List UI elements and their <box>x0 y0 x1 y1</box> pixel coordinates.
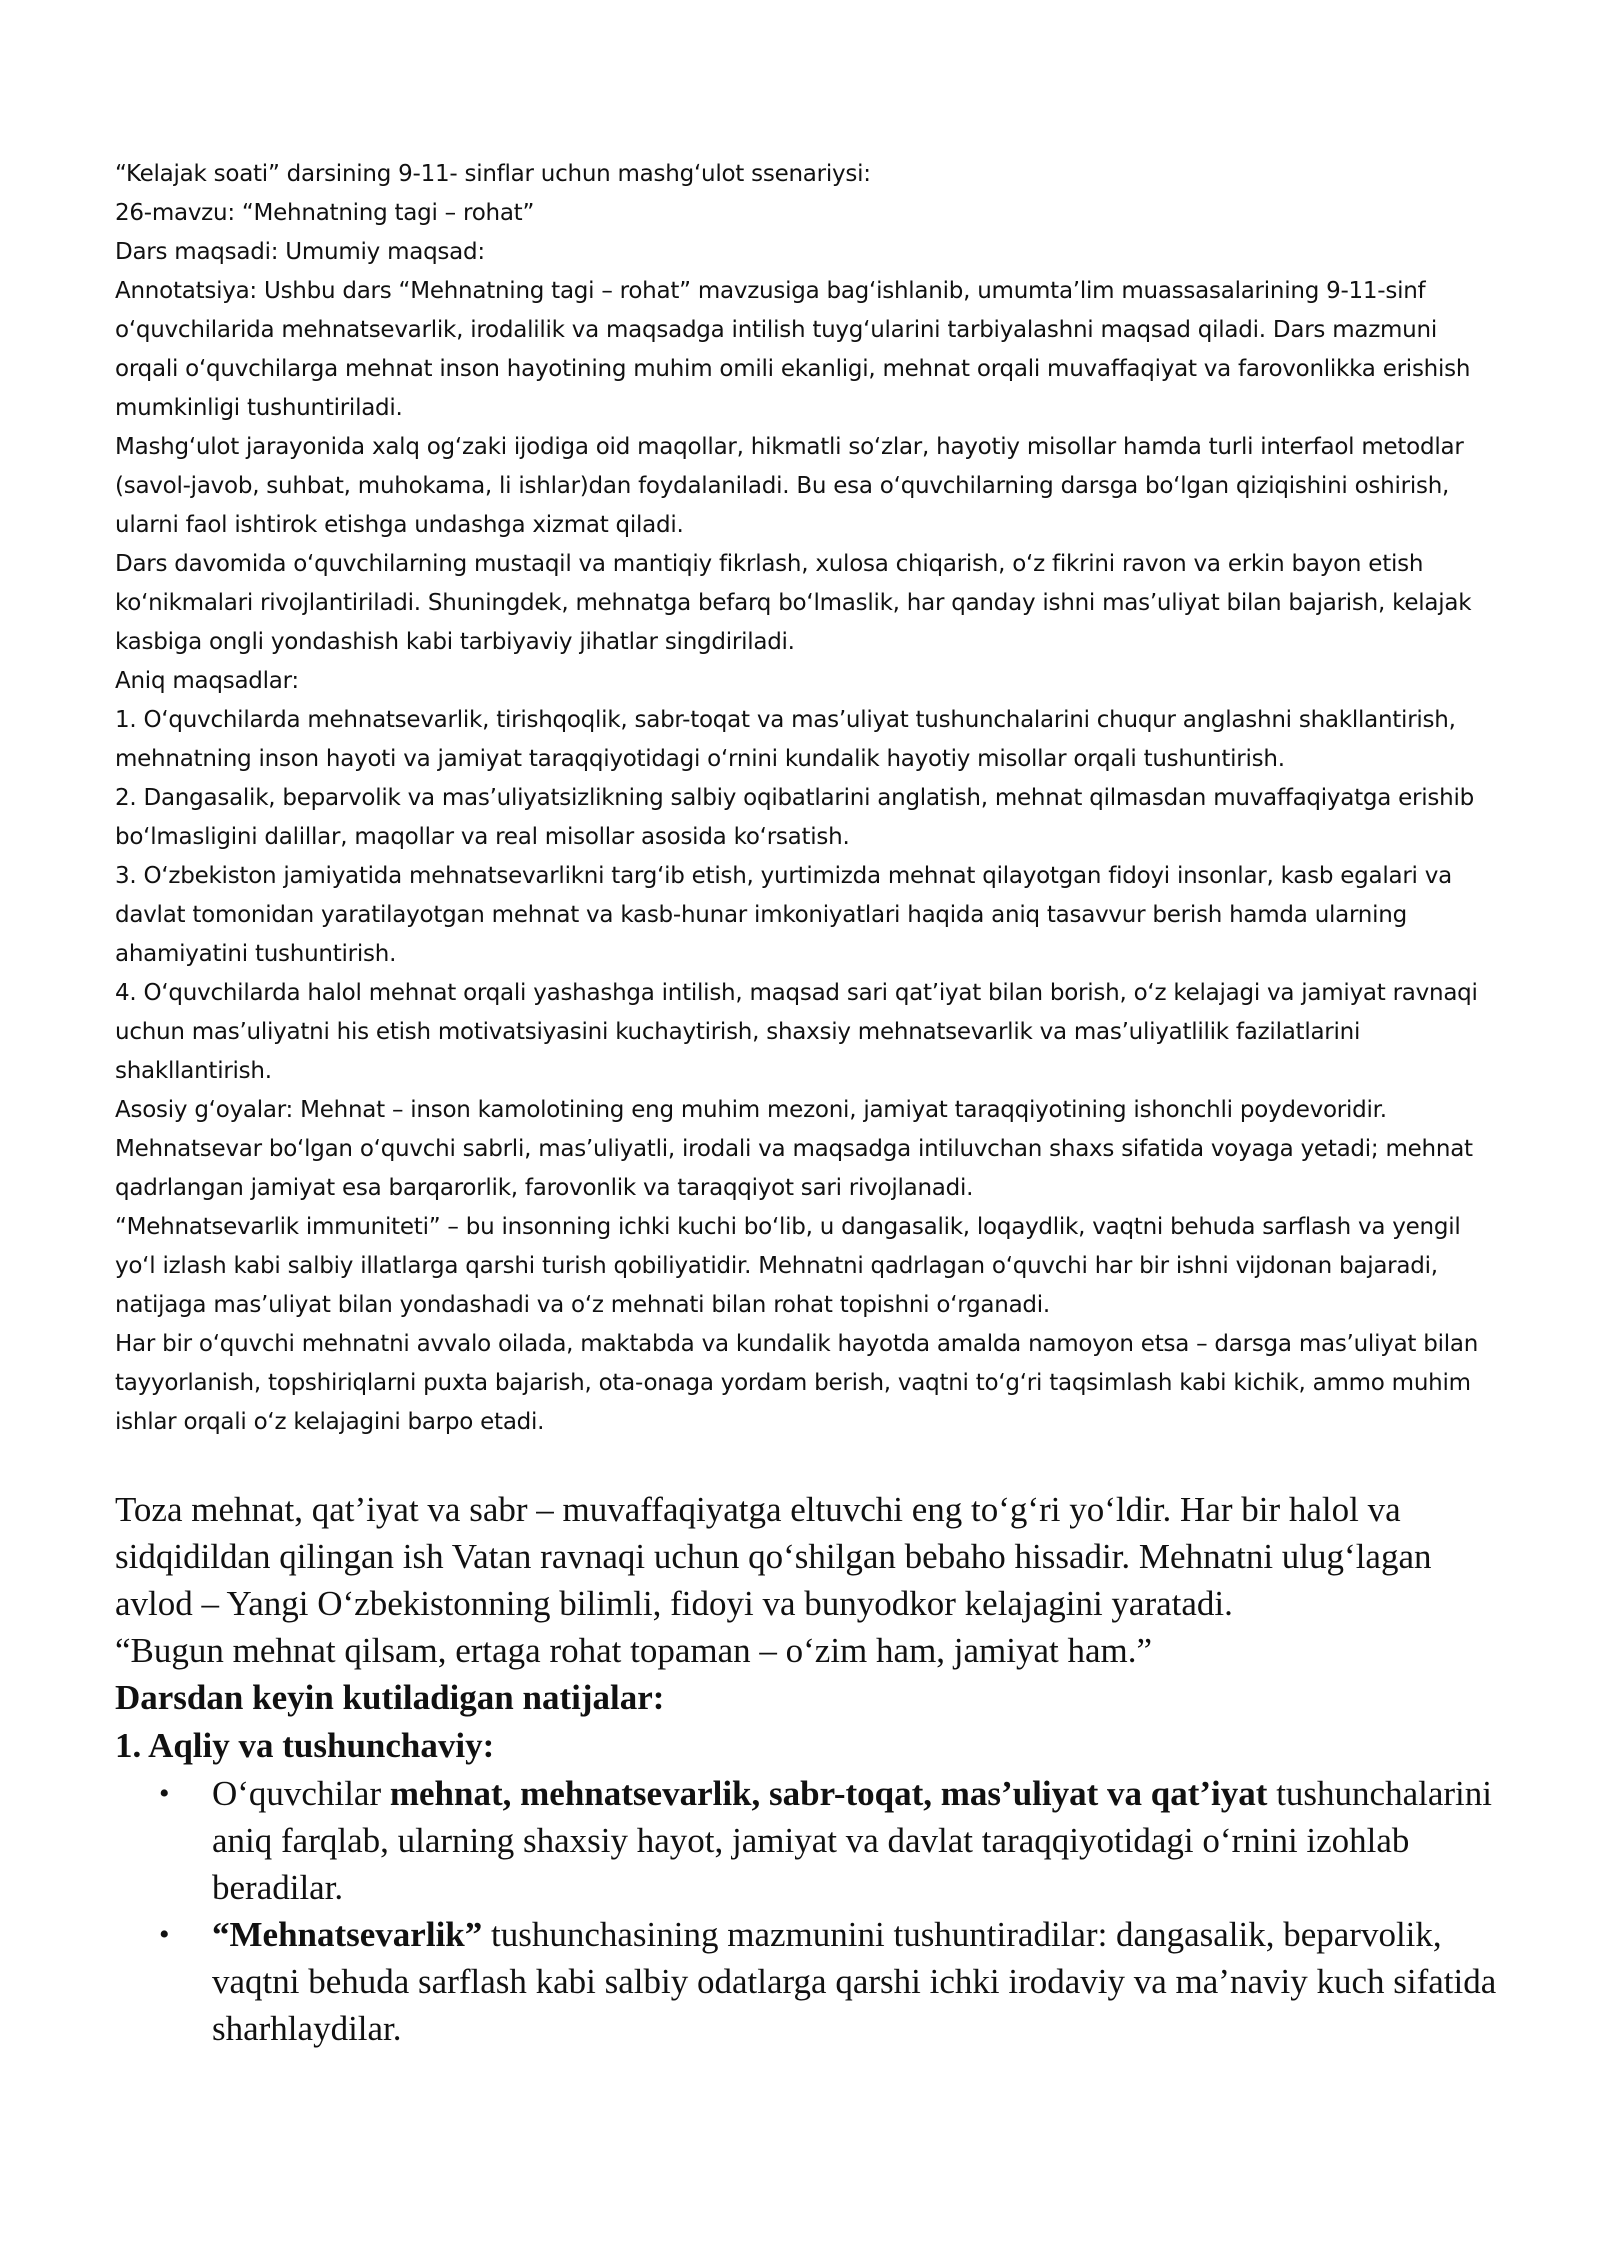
motto-quote: “Bugun mehnat qilsam, ertaga rohat topaman – o‘zim ham, jamiyat ham.” <box>115 1631 1153 1670</box>
expected-results-section <box>115 1486 1505 2052</box>
lesson-scenario-text <box>115 155 1505 1442</box>
list-item-text: tushunchasining mazmunini tushuntiradilar: dangasalik, beparvolik, vaqtni behuda sarflash kabi salbiy odatlarga qarshi ichki irodaviy va ma’naviy kuch sifatida sharhlaydilar. <box>212 1915 1497 2048</box>
results-bullet-list <box>115 1770 1505 2052</box>
immunity-paragraph: “Mehnatsevarlik immuniteti” – bu insonning ichki kuchi bo‘lib, u dangasalik, loqaydlik, vaqtni behuda sarflash va yengil yo‘l izlash kabi salbiy illatlarga qarshi turish qobiliyatidir. Mehnatni qadrlagan o‘quvchi har bir ishni vijdonan bajaradi, natijaga mas’uliyat bilan yondashadi va o‘z mehnati bilan rohat topishni o‘rganadi. <box>115 1214 1461 1318</box>
list-item-text: tushunchalarini aniq farqlab, ularning shaxsiy hayot, jamiyat va davlat taraqqiyotidagi o‘rnini izohlab beradilar. <box>212 1774 1492 1907</box>
aims-heading: Aniq maqsadlar: <box>115 668 299 694</box>
list-item <box>159 1911 1505 2052</box>
aim-item-3: 3. O‘zbekiston jamiyatida mehnatsevarlikni targ‘ib etish, yurtimizda mehnat qilayotgan fidoyi insonlar, kasb egalari va davlat tomonidan yaratilayotgan mehnat va kasb-hunar imkoniyatlari haqida aniq tasavvur berish hamda ularning ahamiyatini tushuntirish. <box>115 863 1452 967</box>
section-heading-cognitive: 1. Aqliy va tushunchaviy: <box>115 1726 495 1765</box>
list-item-bold-terms: “Mehnatsevarlik” <box>212 1915 483 1954</box>
main-ideas-paragraph: Asosiy g‘oyalar: Mehnat – inson kamolotining eng muhim mezoni, jamiyat taraqqiyotining ishonchli poydevoridir. Mehnatsevar bo‘lgan o‘quvchi sabrli, mas’uliyatli, irodali va maqsadga intiluvchan shaxs sifatida voyaga yetadi; mehnat qadrlangan jamiyat esa barqarorlik, farovonlik va taraqqiyot sari rivojlanadi. <box>115 1097 1473 1201</box>
results-heading: Darsdan keyin kutiladigan natijalar: <box>115 1678 665 1717</box>
closing-paragraph: Toza mehnat, qat’iyat va sabr – muvaffaqiyatga eltuvchi eng to‘g‘ri yo‘ldir. Har bir halol va sidqidildan qilingan ish Vatan ravnaqi uchun qo‘shilgan bebaho hissadir. Mehnatni ulug‘lagan avlod – Yangi O‘zbekistonning bilimli, fidoyi va bunyodkor kelajagini yaratadi. <box>115 1490 1432 1623</box>
during-paragraph: Dars davomida o‘quvchilarning mustaqil va mantiqiy fikrlash, xulosa chiqarish, o‘z fikrini ravon va erkin bayon etish ko‘nikmalari rivojlantiriladi. Shuningdek, mehnatga befarq bo‘lmaslik, har qanday ishni mas’uliyat bilan bajarish, kelajak kasbiga ongli yondashish kabi tarbiyaviy jihatlar singdiriladi. <box>115 551 1472 655</box>
process-paragraph: Mashg‘ulot jarayonida xalq og‘zaki ijodiga oid maqollar, hikmatli so‘zlar, hayotiy misollar hamda turli interfaol metodlar (savol-javob, suhbat, muhokama, li ishlar)dan foydalaniladi. Bu esa o‘quvchilarning darsga bo‘lgan qiziqishini oshirish, ularni faol ishtirok etishga undashga xizmat qiladi. <box>115 434 1464 538</box>
bullet-icon: • <box>159 1777 170 1810</box>
list-item <box>159 1770 1505 1911</box>
aim-item-4: 4. O‘quvchilarda halol mehnat orqali yashashga intilish, maqsad sari qat’iyat bilan borish, o‘z kelajagi va jamiyat ravnaqi uchun mas’uliyatni his etish motivatsiyasini kuchaytirish, shaxsiy mehnatsevarlik va mas’uliyatlilik fazilatlarini shakllantirish. <box>115 980 1478 1084</box>
document-title: “Kelajak soati” darsining 9-11- sinflar uchun mashgʻulot ssenariysi: <box>115 161 871 187</box>
list-item-text: O‘quvchilar <box>212 1774 390 1813</box>
goal-line: Dars maqsadi: Umumiy maqsad: <box>115 239 485 265</box>
bullet-icon: • <box>159 1918 170 1951</box>
annotation-paragraph: Annotatsiya: Ushbu dars “Mehnatning tagi – rohat” mavzusiga bag‘ishlanib, umumta’lim muassasalarining 9-11-sinf o‘quvchilarida mehnatsevarlik, irodalilik va maqsadga intilish tuyg‘ularini tarbiyalashni maqsad qiladi. Dars mazmuni orqali o‘quvchilarga mehnat inson hayotining muhim omili ekanligi, mehnat orqali muvaffaqiyat va farovonlikka erishish mumkinligi tushuntiriladi. <box>115 278 1471 421</box>
aim-item-1: 1. O‘quvchilarda mehnatsevarlik, tirishqoqlik, sabr-toqat va mas’uliyat tushunchalarini chuqur anglashni shakllantirish, mehnatning inson hayoti va jamiyat taraqqiyotidagi o‘rnini kundalik hayotiy misollar orqali tushuntirish. <box>115 707 1456 772</box>
aim-item-2: 2. Dangasalik, beparvolik va mas’uliyatsizlikning salbiy oqibatlarini anglatish, mehnat qilmasdan muvaffaqiyatga erishib bo‘lmasligini dalillar, maqollar va real misollar asosida ko‘rsatish. <box>115 785 1474 850</box>
every-student-paragraph: Har bir o‘quvchi mehnatni avvalo oilada, maktabda va kundalik hayotda amalda namoyon etsa – darsga mas’uliyat bilan tayyorlanish, topshiriqlarni puxta bajarish, ota-onaga yordam berish, vaqtni to‘g‘ri taqsimlash kabi kichik, ammo muhim ishlar orqali o‘z kelajagini barpo etadi. <box>115 1331 1479 1435</box>
topic-line: 26-mavzu: “Mehnatning tagi – rohat” <box>115 200 535 226</box>
list-item-bold-terms: mehnat, mehnatsevarlik, sabr-toqat, mas’uliyat va qat’iyat <box>389 1774 1268 1813</box>
